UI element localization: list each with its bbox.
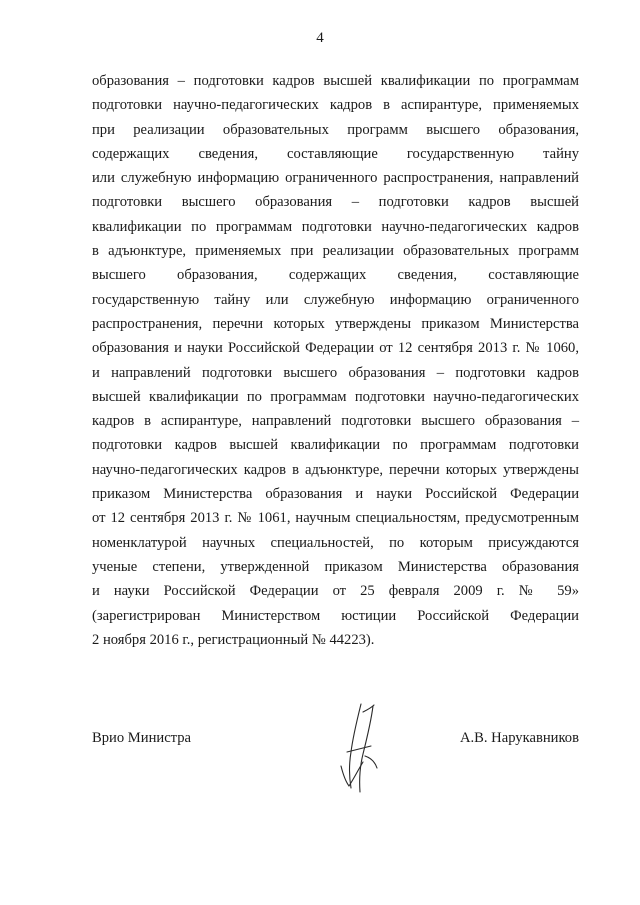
body-line: при реализации образовательных программ высшего образования, — [92, 121, 579, 138]
body-line: от 12 сентября 2013 г. № 1061, научным специальностям, предусмотренным — [92, 510, 579, 527]
body-line: государственную тайну или служебную информацию ограниченного — [92, 291, 579, 308]
body-line: в адъюнктуре, применяемых при реализации образовательных программ — [92, 243, 579, 260]
body-line: номенклатурой научных специальностей, по которым присуждаются — [92, 534, 579, 551]
body-line: высшей квалификации по программам подготовки научно-педагогических — [92, 388, 579, 405]
signatory-name: А.В. Нарукавников — [459, 730, 579, 746]
body-line: образования и науки Российской Федерации от 12 сентября 2013 г. № 1060, — [92, 340, 579, 357]
body-line: распространения, перечни которых утверждены приказом Министерства — [92, 315, 579, 332]
body-line: ученые степени, утвержденной приказом Министерства образования — [92, 558, 579, 575]
body-line: высшего образования, содержащих сведения, составляющие — [92, 267, 579, 284]
body-line: (зарегистрирован Министерством юстиции Российской Федерации — [92, 607, 579, 624]
body-line: и направлений подготовки высшего образования – подготовки кадров — [92, 364, 579, 381]
body-line: или служебную информацию ограниченного распространения, направлений — [92, 170, 579, 187]
body-line: кадров в аспирантуре, направлений подготовки высшего образования – — [92, 413, 579, 430]
body-line: квалификации по программам подготовки научно-педагогических кадров — [92, 218, 579, 235]
body-line: подготовки научно-педагогических кадров в аспирантуре, применяемых — [92, 97, 579, 114]
body-line: приказом Министерства образования и науки Российской Федерации — [92, 486, 579, 503]
body-line: и науки Российской Федерации от 25 февраля 2009 г. № 59» — [92, 583, 579, 600]
body-line: 2 ноября 2016 г., регистрационный № 44223). — [92, 631, 375, 648]
body-line: подготовки кадров высшей квалификации по программам подготовки — [92, 437, 579, 454]
body-line: содержащих сведения, составляющие государственную тайну — [92, 145, 579, 162]
page-number: 4 — [316, 30, 324, 46]
signatory-title: Врио Министра — [92, 730, 191, 746]
body-line: образования – подготовки кадров высшей квалификации по программам — [92, 73, 579, 89]
body-line: подготовки высшего образования – подготовки кадров высшей — [92, 194, 579, 211]
signature-block — [92, 726, 579, 816]
body-line: научно-педагогических кадров в адъюнктуре, перечни которых утверждены — [92, 461, 579, 478]
handwritten-signature-icon — [327, 702, 387, 797]
body-text — [92, 69, 579, 652]
